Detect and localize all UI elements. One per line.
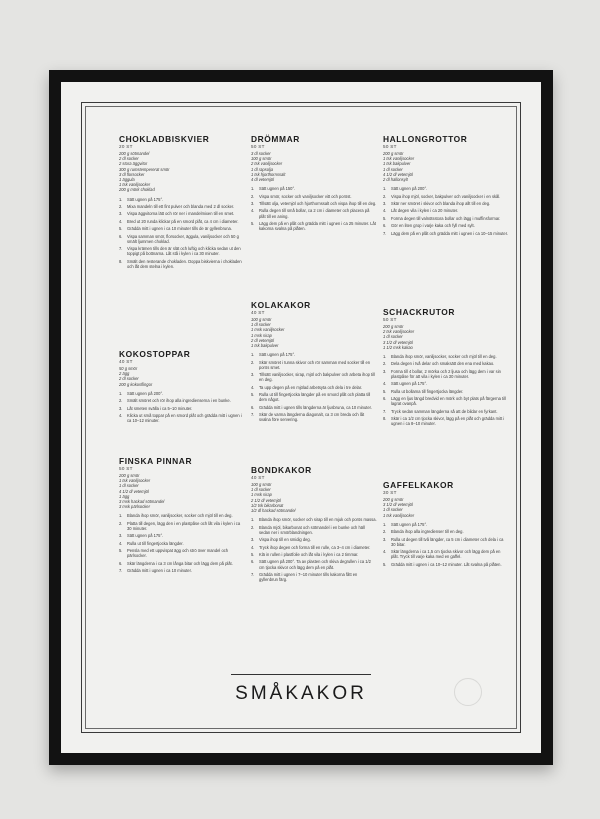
- step-number: 3.: [383, 536, 387, 542]
- ingredient: 1 tsk bakpulver: [251, 343, 279, 349]
- recipe-step: [119, 568, 245, 573]
- step-number: 3.: [119, 211, 123, 217]
- recipe-step: [119, 541, 245, 546]
- step-number: 2.: [383, 529, 387, 535]
- step-number: 3.: [251, 537, 255, 543]
- ingredient: 3 dl socker: [251, 151, 271, 156]
- step-text: Tillsätt olja, vetemjöl och hjorthornssalt och vispa ihop till en deg.: [259, 201, 377, 206]
- recipe-step: [383, 416, 509, 426]
- step-text: Vispa smör, socker och vaniljsocker vitt och poröst.: [259, 193, 352, 199]
- ingredient: 1 dl socker: [251, 487, 271, 493]
- ingredient: 200 g sötmandel: [119, 151, 150, 156]
- step-number: 1.: [251, 517, 255, 523]
- ingredient: 1 dl socker: [383, 507, 403, 513]
- ingredient: 1 tsk vaniljsocker: [383, 512, 415, 518]
- recipe-step: [119, 391, 245, 396]
- step-number: 5.: [383, 561, 387, 567]
- recipe-step: [119, 413, 245, 423]
- recipe-step: [383, 186, 509, 191]
- recipe-card: [251, 134, 377, 234]
- ingredient: 1 1/2 msk kakao: [383, 344, 413, 350]
- step-text: Klä in rullen i plastfolie och låt vila i kylen i ca 2 timmar.: [259, 551, 359, 557]
- step-text: Mixa mandeln till ett fint pulver och blanda med 2 dl socker.: [127, 204, 235, 210]
- step-number: 5.: [119, 226, 123, 232]
- recipe-title: GAFFELKAKOR: [383, 480, 454, 490]
- ingredient: 300 g rumstempererat smör: [119, 166, 170, 172]
- step-text: Grädda mitt i ugnen tills längderna är ljusbruna, ca 10 minuter.: [259, 404, 372, 410]
- step-number: 6.: [383, 223, 387, 229]
- recipe-title: HALLONGROTTOR: [383, 134, 468, 144]
- ingredient: 1 dl socker: [251, 322, 271, 328]
- step-text: Låt smeten svälla i ca 5–10 minuter.: [127, 405, 193, 411]
- recipe-step: [383, 389, 509, 394]
- step-text: Blanda ihop alla ingredienser till en deg.: [391, 529, 464, 535]
- ingredient: 200 g smör: [119, 473, 140, 478]
- ingredient: 3 1/2 dl vetemjöl: [383, 502, 413, 508]
- recipe-step: [251, 545, 377, 550]
- step-text: Grädda mitt i ugnen i ca 10 minuter.: [127, 568, 192, 574]
- recipe-step: [383, 381, 509, 386]
- recipe-card: [251, 300, 377, 425]
- recipe-step: [383, 549, 509, 559]
- recipe-card: [383, 307, 509, 429]
- ingredient: 4 1/2 dl vetemjöl: [119, 488, 149, 494]
- step-text: Tryck ihop degen och forma till en rulle, ca 3–4 cm i diameter.: [259, 544, 371, 550]
- recipe-step: [119, 513, 245, 518]
- step-text: Vispa krämen tills den är slät och luftig och klicka sedan ut den toppigt på bottnarna. Låt stå i kylen i ca 30 minuter.: [127, 246, 241, 257]
- recipe-yield: 50 ST: [119, 466, 133, 471]
- step-text: Sätt ugnen på 200°.: [391, 186, 428, 192]
- ingredient: 100 g smör: [251, 482, 272, 487]
- ingredient: 2 tsk vaniljsocker: [383, 329, 415, 335]
- recipe-step: [119, 533, 245, 538]
- recipe-yield: 40 ST: [251, 310, 265, 315]
- ingredient: 3 1/2 dl vetemjöl: [383, 339, 413, 345]
- step-number: 4.: [119, 540, 123, 546]
- step-number: 7.: [251, 571, 255, 577]
- step-number: 1.: [383, 354, 387, 360]
- ingredient: 200 g smör: [383, 324, 404, 329]
- recipe-title: SCHACKRUTOR: [383, 307, 456, 317]
- step-number: 1.: [119, 196, 123, 202]
- recipe-title: DRÖMMAR: [251, 134, 300, 144]
- recipe-step: [119, 259, 245, 269]
- recipe-step: [383, 194, 509, 199]
- recipe-yield: 40 ST: [119, 359, 133, 364]
- step-number: 7.: [383, 230, 387, 236]
- step-number: 2.: [119, 520, 123, 526]
- step-text: Sätt ugnen på 200°. Ta av plasten och skiva degrullen i ca 1/2 cm tjocka skivor och lägg dem på en plåt.: [259, 559, 371, 570]
- step-number: 7.: [251, 412, 255, 418]
- recipe-step: [119, 197, 245, 202]
- step-number: 4.: [251, 544, 255, 550]
- step-number: 8.: [383, 416, 387, 422]
- ingredient: 1 msk vaniljsocker: [251, 327, 285, 333]
- step-text: Blanda ihop smör, vaniljsocker, socker och mjöl till en deg.: [127, 513, 233, 519]
- step-number: 6.: [119, 233, 123, 239]
- step-number: 5.: [251, 551, 255, 557]
- step-number: 1.: [119, 390, 123, 396]
- step-number: 5.: [119, 548, 123, 554]
- step-text: Forma degen till valnötsstora bollar och lägg i muffinsformar.: [391, 215, 501, 221]
- recipe-title: KOKOSTOPPAR: [119, 349, 191, 359]
- ingredient: 2 dl socker: [119, 156, 139, 162]
- ingredient: 2 dl vetemjöl: [251, 337, 274, 343]
- step-text: Blanda mjöl, bikarbonat och sötmandel i en bunke och häll sedan ner i smörblandningen.: [259, 524, 365, 535]
- step-text: Lägg en ljus längd bredvid en mörk och byt plats på färgerna till lagrat ovanpå.: [391, 396, 506, 407]
- recipe-step: [119, 406, 245, 411]
- ingredient-list: [383, 151, 509, 182]
- recipe-step: [251, 517, 377, 522]
- recipe-step: [251, 392, 377, 402]
- step-text: Rulla ut degen till två längder, ca 5 cm i diameter och dela i ca 30 bitar.: [391, 536, 504, 547]
- recipe-step: [251, 360, 377, 370]
- step-number: 6.: [119, 560, 123, 566]
- step-number: 6.: [383, 396, 387, 402]
- ingredient: 3 msk pärlsocker: [119, 504, 150, 510]
- step-text: Skär de varma längderna diagonalt, ca 3 cm breda och låt svalna före servering.: [259, 412, 365, 423]
- recipe-step: [119, 561, 245, 566]
- step-number: 8.: [119, 258, 123, 264]
- recipe-title: BONDKAKOR: [251, 465, 312, 475]
- recipe-yield: 50 ST: [383, 317, 397, 322]
- ingredient: 1 tsk vaniljsocker: [119, 182, 151, 188]
- recipe-step: [251, 186, 377, 191]
- ingredient: 1 msk sirap: [251, 492, 272, 498]
- recipe-step: [383, 208, 509, 213]
- title-divider: [231, 674, 371, 675]
- recipe-yield: 50 ST: [251, 144, 265, 149]
- step-number: 5.: [383, 215, 387, 221]
- step-text: Skär i ca 1/2 cm tjocka skivor, lägg på en plåt och grädda mitt i ugnen i ca 8–10 minuter.: [391, 416, 505, 427]
- step-number: 3.: [119, 405, 123, 411]
- step-number: 1.: [383, 521, 387, 527]
- recipe-step: [251, 201, 377, 206]
- step-number: 3.: [119, 533, 123, 539]
- step-text: Klicka ut små toppar på en smord plåt och grädda mitt i ugnen i ca 10–12 minuter.: [127, 412, 242, 424]
- step-number: 4.: [119, 412, 123, 418]
- recipe-card: [383, 480, 509, 569]
- step-text: Sätt ugnen på 175°.: [259, 352, 296, 358]
- recipe-step: [119, 246, 245, 256]
- step-text: Skär ner smöret i skivor och blanda ihop allt till en deg.: [391, 201, 491, 206]
- recipe-step: [383, 522, 509, 527]
- step-text: Vispa samman smör, florsocker, äggula, vaniljsocker och 50 g smält ljummen choklad.: [127, 233, 239, 244]
- recipe-step: [119, 219, 245, 224]
- step-text: Dela degen i två delar och smaksätt den ena med kakao.: [391, 361, 495, 367]
- ingredient: 1 tsk bakpulver: [383, 161, 411, 167]
- recipe-step: [251, 385, 377, 390]
- step-number: 2.: [251, 193, 255, 199]
- step-number: 4.: [251, 208, 255, 214]
- ingredient: 1 tsk vaniljsocker: [383, 156, 415, 162]
- recipe-card: [251, 465, 377, 585]
- ingredient-list: [251, 151, 377, 182]
- step-number: 2.: [251, 359, 255, 365]
- step-text: Rulla ut bollarna till fingertjocka längder.: [391, 388, 464, 394]
- poster-title: SMÅKAKOR: [235, 683, 367, 704]
- recipe-yield: 30 ST: [383, 490, 397, 495]
- step-number: 5.: [251, 220, 255, 226]
- ingredient-list: [251, 482, 377, 513]
- step-number: 1.: [383, 186, 387, 192]
- poster-paper: [61, 82, 541, 753]
- step-text: Rulla ut till fingertjocka längder på en smord plåt och platta till dem något.: [259, 392, 371, 403]
- step-text: Vispa äggvitorna lätt och rör ner i mandelmixen till en smet.: [127, 211, 235, 217]
- recipe-step: [251, 537, 377, 542]
- step-text: Grädda mitt i ugnen i 7–10 minuter tills kakorna fått en gyllenbrun färg.: [259, 571, 358, 583]
- step-number: 3.: [383, 201, 387, 206]
- ingredient: 1 tsk hjorthornssalt: [251, 171, 286, 177]
- ingredient: 200 g smör: [383, 151, 404, 156]
- step-number: 4.: [383, 208, 387, 214]
- recipe-step: [119, 211, 245, 216]
- recipe-step: [251, 552, 377, 557]
- ingredient-list: [119, 151, 245, 193]
- step-text: Sätt ugnen på 150°.: [259, 186, 296, 192]
- ingredient-list: [251, 317, 377, 348]
- ingredient: 100 g smör: [251, 317, 272, 322]
- ingredient: 200 g kokosflingor: [119, 381, 153, 387]
- step-number: 7.: [119, 246, 123, 252]
- ingredient: 2 dl socker: [119, 376, 139, 382]
- recipe-step: [119, 548, 245, 558]
- step-number: 5.: [383, 388, 387, 394]
- recipe-title: CHOKLADBISKVIER: [119, 134, 210, 144]
- step-text: Sätt ugnen på 175°.: [127, 533, 164, 539]
- step-text: Blanda ihop smör, socker och sirap till en mjuk och porös massa.: [259, 517, 377, 523]
- step-text: Tryck sedan samman längderna så att de bildar en fyrkant.: [391, 408, 498, 414]
- step-text: Smält smöret och rör ihop alla ingredienserna i en bunke.: [127, 398, 231, 404]
- step-text: Vispa ihop mjöl, socker, bakpulver och vaniljsocker i en skål.: [391, 193, 501, 199]
- ingredient: 2 dl hallonsylt: [383, 177, 408, 183]
- step-number: 2.: [119, 398, 123, 404]
- recipe-card: [119, 456, 245, 576]
- ingredient: 1 ägg: [119, 493, 130, 499]
- step-number: 7.: [383, 408, 387, 414]
- step-text: Pensla med ett uppvispat ägg och strö över mandel och pärlsocker.: [127, 548, 229, 559]
- ingredient: 4 dl vetemjöl: [251, 177, 274, 183]
- step-text: Sätt ugnen på 175°.: [127, 196, 164, 202]
- step-number: 3.: [383, 368, 387, 374]
- step-text: Skär längderna i ca 1,5 cm tjocka skivor och lägg dem på en plåt. Tryck till varje kaka med en gaffel.: [391, 549, 501, 560]
- step-text: Sätt ugnen på 175°.: [391, 521, 428, 527]
- recipe-step: [383, 231, 509, 236]
- step-number: 1.: [251, 186, 255, 192]
- ingredient: 3 msk hackad sötmandel: [119, 499, 165, 505]
- step-text: Bred ut 20 runda klickar på en smord plåt, ca 4 cm i diameter.: [127, 218, 239, 224]
- ingredient-list: [119, 473, 245, 509]
- recipe-step: [383, 361, 509, 366]
- recipe-step: [383, 354, 509, 359]
- ingredient: 3 dl florsocker: [119, 171, 145, 177]
- step-text: Vispa ihop till en smidig deg.: [259, 537, 311, 543]
- step-number: 6.: [251, 404, 255, 410]
- step-number: 6.: [251, 559, 255, 565]
- ingredient: 1 dl socker: [119, 483, 139, 489]
- poster-frame: [49, 70, 553, 765]
- step-number: 4.: [119, 218, 123, 224]
- recipe-step: [119, 398, 245, 403]
- step-number: 2.: [119, 204, 123, 210]
- step-number: 3.: [251, 201, 255, 206]
- ingredient: 1 dl socker: [383, 334, 403, 340]
- recipe-yield: 50 ST: [383, 144, 397, 149]
- step-text: Skär längderna i ca 3 cm långa bitar och lägg dem på plåt.: [127, 560, 233, 566]
- ingredient: 2 tsk vaniljsocker: [251, 161, 283, 167]
- ingredient: 100 g smör: [251, 156, 272, 162]
- step-text: Gör en liten grop i varje kaka och fyll med sylt.: [391, 223, 475, 229]
- step-text: Tillsätt vaniljsocker, sirap, mjöl och bakpulver och arbeta ihop till en deg.: [259, 372, 375, 383]
- recipe-step: [251, 525, 377, 535]
- ingredient-list: [383, 497, 509, 518]
- recipe-title: KOLAKAKOR: [251, 300, 311, 310]
- recipe-step: [251, 352, 377, 357]
- step-number: 2.: [383, 193, 387, 199]
- recipe-step: [383, 562, 509, 567]
- ingredient: 1 dl socker: [383, 166, 403, 172]
- step-text: Rulla degen till små bollar, ca 2 cm i diameter och placera på plåt till en aning.: [259, 208, 370, 219]
- step-text: Platta till degen, lägg den i en plastpåse och låt vila i kylen i ca 30 minuter.: [127, 520, 241, 532]
- step-number: 4.: [383, 549, 387, 555]
- step-text: Smält den resterande chokladen. Doppa biskvierna i chokladen och låt dem stelna i kylen.: [127, 258, 242, 269]
- step-text: Sätt ugnen på 175°.: [391, 381, 428, 387]
- step-text: Låt degen vila i kylen i ca 20 minuter.: [391, 208, 459, 214]
- recipe-step: [251, 221, 377, 231]
- recipe-step: [119, 204, 245, 209]
- ingredient: 1 msk sirap: [251, 332, 272, 338]
- ingredient: 2 ägg: [119, 371, 130, 377]
- recipe-yield: 40 ST: [251, 475, 265, 480]
- step-text: Grädda mitt i ugnen i ca 10 minuter tills de är gyllenbruna.: [127, 226, 232, 232]
- recipe-step: [251, 572, 377, 582]
- step-text: Forma till 4 bollar, 2 mörka och 2 ljusa och lägg dem i var sin plastpåse för att vila i kylen i ca 30 minuter.: [391, 368, 501, 379]
- ingredient: 50 g smör: [119, 366, 138, 371]
- ingredient: 200 g smör: [383, 497, 404, 502]
- recipe-step: [383, 529, 509, 534]
- ingredient: 2 stora äggvitor: [119, 161, 148, 167]
- ingredient: 1 dl rapsolja: [251, 166, 274, 172]
- recipe-step: [251, 208, 377, 218]
- ingredient-list: [119, 366, 245, 387]
- step-text: Grädda mitt i ugnen i ca 10–12 minuter. Låt svalna på plåten.: [391, 561, 502, 567]
- step-text: Blanda ihop smör, vaniljsocker, socker och mjöl till en deg.: [391, 354, 497, 360]
- step-number: 1.: [251, 352, 255, 358]
- recipe-title: FINSKA PINNAR: [119, 456, 193, 466]
- step-text: Lägg dem på en plåt och grädda mitt i ugnen i ca 25 minuter. Låt kakorna svalna på plåten.: [259, 220, 376, 232]
- step-text: Rulla ut till fingertjocka längder.: [127, 540, 184, 546]
- step-text: Ta upp degen på en mjölad arbetsyta och dela i tre delar.: [259, 384, 363, 390]
- recipe-card: [119, 134, 245, 271]
- recipe-step: [119, 521, 245, 531]
- recipe-step: [383, 216, 509, 221]
- step-number: 2.: [383, 361, 387, 367]
- recipe-step: [383, 537, 509, 547]
- recipe-step: [383, 396, 509, 406]
- step-number: 4.: [383, 381, 387, 387]
- recipe-step: [383, 409, 509, 414]
- ingredient: 1 äggula: [119, 177, 135, 183]
- recipe-step: [383, 369, 509, 379]
- ingredient: 1/2 dl hackad sötmandel: [251, 508, 296, 514]
- recipe-step: [251, 194, 377, 199]
- ingredient-list: [383, 324, 509, 350]
- recipe-step: [251, 412, 377, 422]
- recipe-step: [119, 226, 245, 231]
- step-number: 1.: [119, 513, 123, 519]
- recipe-card: [383, 134, 509, 238]
- recipe-yield: 20 ST: [119, 144, 133, 149]
- step-number: 7.: [119, 568, 123, 574]
- recipe-step: [383, 223, 509, 228]
- recipe-card: [119, 349, 245, 426]
- watermark-stamp: [454, 678, 482, 706]
- step-text: Lägg dem på en plåt och grädda mitt i ugnen i ca 10–15 minuter.: [391, 230, 508, 236]
- ingredient: 200 g mörk choklad: [119, 187, 155, 193]
- step-number: 4.: [251, 384, 255, 390]
- ingredient: 4 1/2 dl vetemjöl: [383, 171, 413, 177]
- step-number: 2.: [251, 524, 255, 530]
- recipe-step: [251, 405, 377, 410]
- step-number: 5.: [251, 392, 255, 398]
- step-text: Skär smöret i tunna skivor och rör samman med socker till en porös smet.: [259, 359, 371, 370]
- ingredient: 1 tsk vaniljsocker: [119, 478, 151, 484]
- step-text: Sätt ugnen på 200°.: [127, 390, 164, 396]
- recipe-step: [251, 559, 377, 569]
- step-number: 3.: [251, 372, 255, 378]
- recipe-step: [119, 234, 245, 244]
- recipe-step: [383, 201, 509, 206]
- ingredient: 2 1/2 dl vetemjöl: [251, 497, 281, 503]
- ingredient: 1/2 tsk bikarbonat: [251, 502, 284, 508]
- recipe-step: [251, 372, 377, 382]
